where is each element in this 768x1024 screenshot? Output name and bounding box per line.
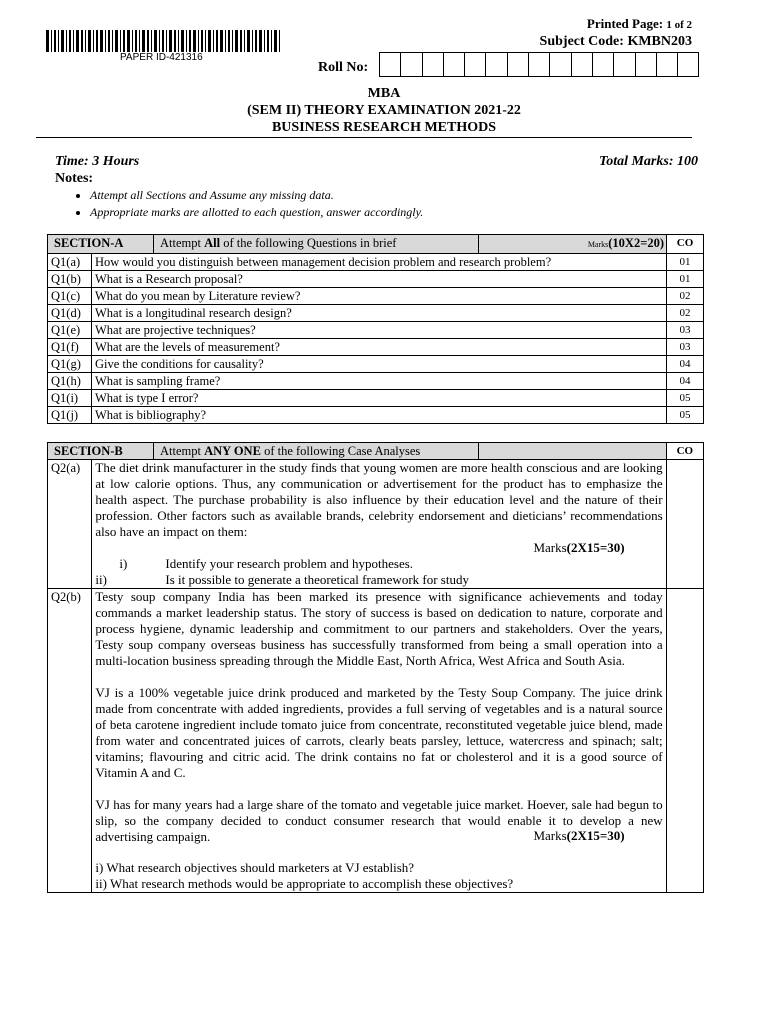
co-value: 04 — [667, 356, 704, 373]
table-row — [48, 373, 704, 390]
table-row — [48, 589, 704, 893]
question-number: Q1(c) — [48, 288, 92, 305]
sub-question: i) What research objectives should marketers at VJ establish? — [95, 860, 415, 875]
question-number: Q2(b) — [48, 589, 92, 893]
case-text-q2a — [92, 460, 666, 589]
section-b-header — [48, 443, 667, 460]
table-row — [48, 339, 704, 356]
question-text: What is type I error? — [92, 390, 667, 407]
co-value — [666, 460, 703, 589]
exam-title: (SEM II) THEORY EXAMINATION 2021-22 — [247, 103, 521, 118]
question-number: Q1(f) — [48, 339, 92, 356]
co-value: 02 — [667, 288, 704, 305]
roll-box[interactable] — [401, 52, 422, 77]
sub-question: ii) Is it possible to generate a theoretical framework for study — [95, 572, 469, 587]
divider — [36, 137, 692, 138]
table-row — [48, 254, 704, 271]
table-row — [48, 356, 704, 373]
subject-title: BUSINESS RESEARCH METHODS — [271, 120, 497, 135]
co-value: 05 — [667, 390, 704, 407]
roll-box[interactable] — [486, 52, 507, 77]
table-row — [48, 271, 704, 288]
case-text-q2b — [92, 589, 666, 893]
case-paragraph: VJ is a 100% vegetable juice drink produced and marketed by the Testy Soup Company. The juice drink made from concentrate with added ingredients, provides a full serving of vegetables and is a natural source of beta carotene ingredient include tomato juice from concentrate, reconstituted vegetable juice blend, made from water and concentrated juices of carrots, clearly beats parsley, lettuce, watercress and spinach; salt; vitamins; flavouring and citric acid. The drink contains no fat or cholesterol and it is a good source of Vitamin A and C. — [95, 685, 663, 780]
case-paragraph: VJ has for many years had a large share of the tomato and vegetable juice market. Hoever, sale had begun to slip, so the company decided to conduct consumer research that would enable it to develop a new advertising campaign. — [95, 797, 663, 844]
co-value: 03 — [667, 322, 704, 339]
question-number: Q1(a) — [48, 254, 92, 271]
question-text: What is a longitudinal research design? — [92, 305, 667, 322]
section-b-name: SECTION-B — [48, 443, 154, 459]
roll-box[interactable] — [678, 52, 699, 77]
question-text: What is a Research proposal? — [92, 271, 667, 288]
program-title: MBA — [367, 86, 401, 101]
section-a-header — [48, 235, 667, 254]
question-text: What are projective techniques? — [92, 322, 667, 339]
section-b-instruction: Attempt ANY ONE of the following Case Analyses — [154, 443, 479, 459]
notes-label: Notes: — [55, 171, 94, 186]
roll-box[interactable] — [444, 52, 465, 77]
roll-box[interactable] — [423, 52, 444, 77]
sub-question: i) Identify your research problem and hypotheses. — [119, 556, 414, 571]
table-row — [48, 390, 704, 407]
section-a-marks: Marks(10X2=20) — [587, 236, 664, 250]
question-number: Q1(j) — [48, 407, 92, 424]
table-row — [48, 322, 704, 339]
question-number: Q2(a) — [48, 460, 92, 589]
question-text: What is bibliography? — [92, 407, 667, 424]
question-number: Q1(g) — [48, 356, 92, 373]
sub-question: ii) What research methods would be appropriate to accomplish these objectives? — [95, 876, 514, 891]
roll-box[interactable] — [572, 52, 593, 77]
question-text: What is sampling frame? — [92, 373, 667, 390]
question-number: Q1(d) — [48, 305, 92, 322]
table-row — [48, 460, 704, 589]
note-item: • Appropriate marks are allotted to each question, answer accordingly. — [90, 204, 423, 221]
table-row — [48, 288, 704, 305]
marks-line: Marks(2X15=30) — [533, 540, 625, 555]
question-number: Q1(b) — [48, 271, 92, 288]
roll-box[interactable] — [593, 52, 614, 77]
time-allowed: Time: 3 Hours — [55, 154, 140, 169]
co-value — [666, 589, 703, 893]
marks-line: Marks(2X15=30) — [533, 828, 625, 843]
co-value: 01 — [667, 254, 704, 271]
subject-code: Subject Code: KMBN203 — [539, 34, 692, 49]
section-b-table — [47, 442, 704, 893]
roll-box[interactable] — [614, 52, 635, 77]
roll-box[interactable] — [380, 52, 401, 77]
table-row — [48, 407, 704, 424]
table-row — [48, 305, 704, 322]
printed-page: Printed Page: 1 of 2 — [586, 16, 692, 31]
roll-box[interactable] — [465, 52, 486, 77]
co-value: 02 — [667, 305, 704, 322]
question-number: Q1(e) — [48, 322, 92, 339]
co-header: CO — [666, 443, 703, 460]
roll-box[interactable] — [657, 52, 678, 77]
roll-box[interactable] — [529, 52, 550, 77]
question-number: Q1(i) — [48, 390, 92, 407]
question-text: What are the levels of measurement? — [92, 339, 667, 356]
co-value: 04 — [667, 373, 704, 390]
co-value: 01 — [667, 271, 704, 288]
co-value: 03 — [667, 339, 704, 356]
paper-id: PAPER ID-421316 — [120, 52, 203, 63]
roll-box[interactable] — [636, 52, 657, 77]
co-value: 05 — [667, 407, 704, 424]
roll-box[interactable] — [508, 52, 529, 77]
note-item: • Attempt all Sections and Assume any missing data. — [90, 187, 423, 204]
case-paragraph: Testy soup company India has been marked its presence with significance achievements and today commands a market leadership status. The story of success is based on dedication to nature, corporate and process hygiene, dynamic leadership and commitment to our partners and stakeholders. Over the years, Testy soup company overseas business has successfully transformed from being a small operation into a multi-location business spreading through the Middle East, North Africa, West Africa and South Asia. — [95, 589, 663, 668]
roll-box[interactable] — [550, 52, 571, 77]
question-text: How would you distinguish between management decision problem and research problem? — [92, 254, 667, 271]
case-paragraph: The diet drink manufacturer in the study finds that young women are more health conscious and are looking at low calorie options. Thus, any communication or advertisement for the product has to emphasize the health aspect. The purchase probability is also influence by their education level and the nature of their profession. Other factors such as available brands, celebrity endorsement and dieticians’ recommendations also have an impact on them: — [95, 460, 663, 539]
notes-list — [72, 187, 423, 221]
co-header: CO — [667, 235, 704, 254]
question-text: What do you mean by Literature review? — [92, 288, 667, 305]
total-marks: Total Marks: 100 — [598, 154, 698, 169]
question-number: Q1(h) — [48, 373, 92, 390]
question-text: Give the conditions for causality? — [92, 356, 667, 373]
roll-no-boxes[interactable] — [379, 52, 699, 77]
roll-no-label: Roll No: — [318, 60, 369, 75]
section-a-table — [47, 234, 704, 424]
section-a-name: SECTION-A — [48, 235, 154, 253]
section-a-instruction: Attempt All of the following Questions in brief — [154, 235, 479, 253]
barcode-image — [46, 30, 280, 52]
